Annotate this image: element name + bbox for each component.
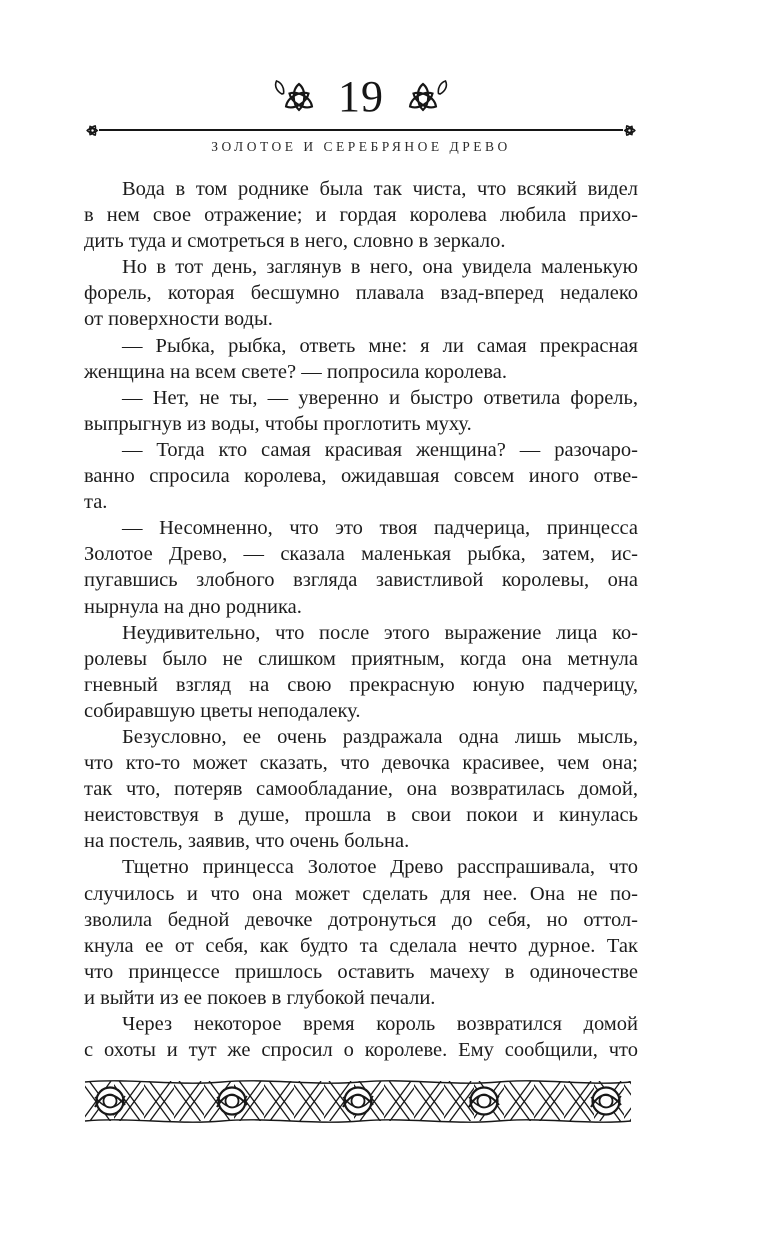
text-line: гневный взгляд на свою прекрасную юную падчерицу, xyxy=(84,673,638,696)
paragraph xyxy=(84,620,638,724)
text-line: неистовствуя в душе, прошла в свои покои и кинулась xyxy=(84,804,638,827)
paragraph xyxy=(84,437,638,515)
trefoil-knot-icon xyxy=(84,122,101,139)
text-line: собиравшую цветы неподалеку. xyxy=(84,699,361,722)
paragraph xyxy=(84,515,638,619)
page-number: 19 xyxy=(338,72,384,121)
header-rule-line xyxy=(99,129,623,131)
paragraph xyxy=(84,724,638,854)
paragraph xyxy=(84,176,638,254)
text-line: Неудивительно, что после этого выражение лица ко- xyxy=(122,621,638,644)
text-line: что кто-то может сказать, что девочка красивее, чем она; xyxy=(84,752,638,775)
text-line: случилось и что она может сделать для нее. Она не по- xyxy=(84,882,638,905)
paragraph xyxy=(84,854,638,1011)
text-line: — Тогда кто самая красивая женщина? — разочаро- xyxy=(122,438,638,461)
text-line: пугавшись злобного взгляда завистливой королевы, она xyxy=(84,569,638,592)
body-text xyxy=(84,176,638,1063)
text-line: — Нет, не ты, — уверенно и быстро ответила форель, xyxy=(122,386,638,409)
text-line: та. xyxy=(84,491,108,514)
text-line: Через некоторое время король возвратился домой xyxy=(122,1013,638,1035)
text-line: — Рыбка, рыбка, ответь мне: я ли самая прекрасная xyxy=(122,334,638,357)
text-line: Безусловно, ее очень раздражала одна лишь мысль, xyxy=(122,725,638,748)
text-line: с охоты и тут же спросил о королеве. Ему сообщили, что xyxy=(84,1039,638,1062)
text-line: Но в тот день, заглянув в него, она увидела маленькую xyxy=(122,256,638,279)
triquetra-knot-icon xyxy=(274,73,324,125)
paragraph xyxy=(84,385,638,437)
text-line: от поверхности воды. xyxy=(84,308,273,331)
text-line: на постель, заявив, что очень больна. xyxy=(84,830,410,853)
text-line: Золотое Древо, — сказала маленькая рыбка, затем, ис- xyxy=(84,543,638,566)
text-line: нырнула на дно родника. xyxy=(84,595,302,618)
paragraph xyxy=(84,333,638,385)
text-line: ванно спросила королева, ожидавшая совсем иного отве- xyxy=(84,465,638,488)
triquetra-knot-icon xyxy=(398,73,448,125)
text-line: кнула ее от себя, как будто та сделала нечто дурное. Так xyxy=(84,934,638,957)
text-line: и выйти из ее покоев в глубокой печали. xyxy=(84,986,436,1009)
text-line: так что, потеряв самообладание, она возвратилась домой, xyxy=(84,778,638,801)
celtic-border-ornament xyxy=(84,1078,632,1125)
text-line: что принцессе пришлось оставить мачеху в одиночестве xyxy=(84,960,638,983)
text-line: выпрыгнув из воды, чтобы проглотить муху. xyxy=(84,412,472,435)
text-line: форель, которая бесшумно плавала взад-вперед недалеко xyxy=(84,282,638,305)
header-rule xyxy=(84,121,638,139)
text-line: зволила бедной девочке дотронуться до себя, но оттол- xyxy=(84,908,638,931)
trefoil-knot-icon xyxy=(621,122,638,139)
text-line: Вода в том роднике была так чиста, что всякий видел xyxy=(122,178,638,200)
text-line: дить туда и смотреться в него, словно в зеркало. xyxy=(84,230,506,253)
text-line: женщина на всем свете? — попросила королева. xyxy=(84,360,507,383)
paragraph xyxy=(84,1011,638,1063)
text-line: ролевы было не слишком приятным, когда она метнула xyxy=(84,647,638,670)
text-line: в нем свое отражение; и гордая королева любила прихо- xyxy=(84,204,638,227)
text-line: — Несомненно, что это твоя падчерица, принцесса xyxy=(122,517,638,540)
text-line: Тщетно принцесса Золотое Древо расспрашивала, что xyxy=(122,856,638,879)
running-title: ЗОЛОТОЕ И СЕРЕБРЯНОЕ ДРЕВО xyxy=(211,139,511,154)
paragraph xyxy=(84,254,638,332)
celtic-interlace-band-icon xyxy=(84,1078,632,1125)
page-header xyxy=(84,72,638,126)
